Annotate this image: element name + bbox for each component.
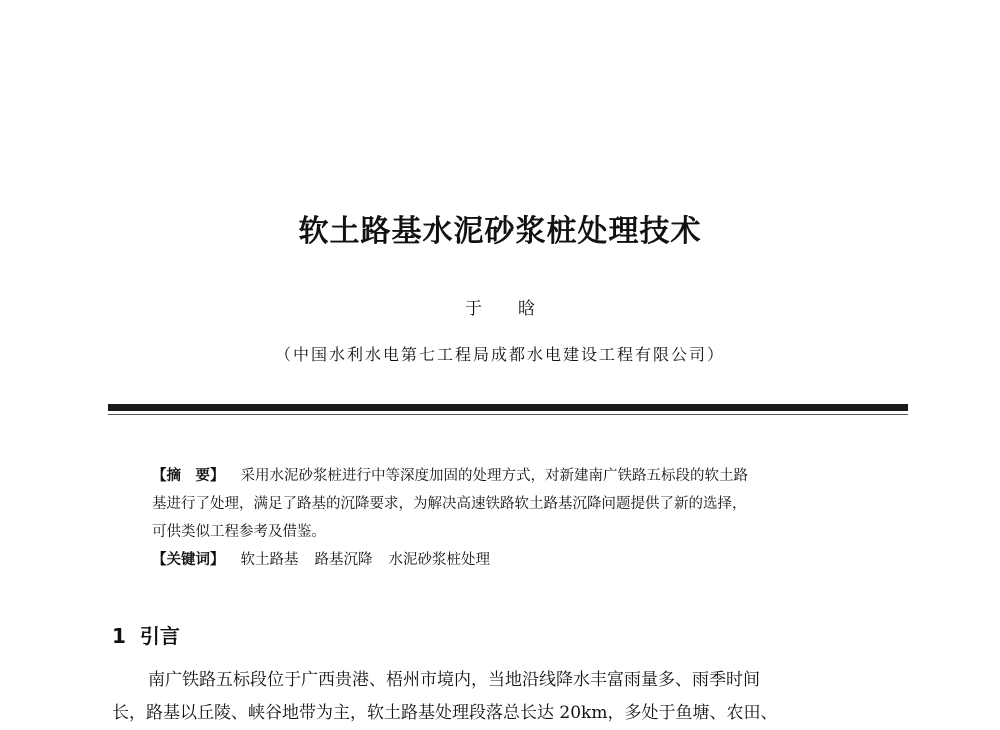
author-name-char: 晗 (518, 299, 535, 319)
author-affiliation: （中国水利水电第七工程局成都水电建设工程有限公司） (274, 345, 725, 364)
abstract-text: 采用水泥砂浆桩进行中等深度加固的处理方式，对新建南广铁路五标段的软土路 (240, 468, 748, 484)
keyword: 路基沉降 (314, 552, 373, 568)
abstract-line: 可供类似工程参考及借鉴。 (152, 524, 326, 540)
section-number: 1 (112, 624, 126, 648)
abstract-line (152, 462, 872, 490)
author-name (0, 294, 1000, 319)
abstract-block (152, 462, 872, 574)
abstract-label: 【摘 要】 (152, 467, 225, 484)
keywords-label: 【关键词】 (152, 551, 225, 568)
abstract-line: 基进行了处理，满足了路基的沉降要求，为解决高速铁路软土路基沉降问题提供了新的选择， (152, 496, 747, 512)
section-title: 引言 (139, 624, 180, 648)
paper-title: 软土路基水泥砂浆桩处理技术 (298, 214, 702, 249)
header-rule-thick (108, 404, 908, 411)
section-heading (112, 620, 180, 649)
author-name-char: 于 (465, 299, 482, 319)
keyword: 软土路基 (240, 552, 299, 568)
body-paragraph (112, 664, 912, 730)
body-line: 长，路基以丘陵、峡谷地带为主，软土路基处理段落总长达 20km，多处于鱼塘、农田、 (112, 703, 778, 723)
keyword: 水泥砂浆桩处理 (388, 552, 490, 568)
header-rule-thin (108, 414, 908, 415)
body-line: 南广铁路五标段位于广西贵港、梧州市境内，当地沿线降水丰富雨量多、雨季时间 (148, 670, 760, 690)
keywords-line (152, 546, 872, 574)
